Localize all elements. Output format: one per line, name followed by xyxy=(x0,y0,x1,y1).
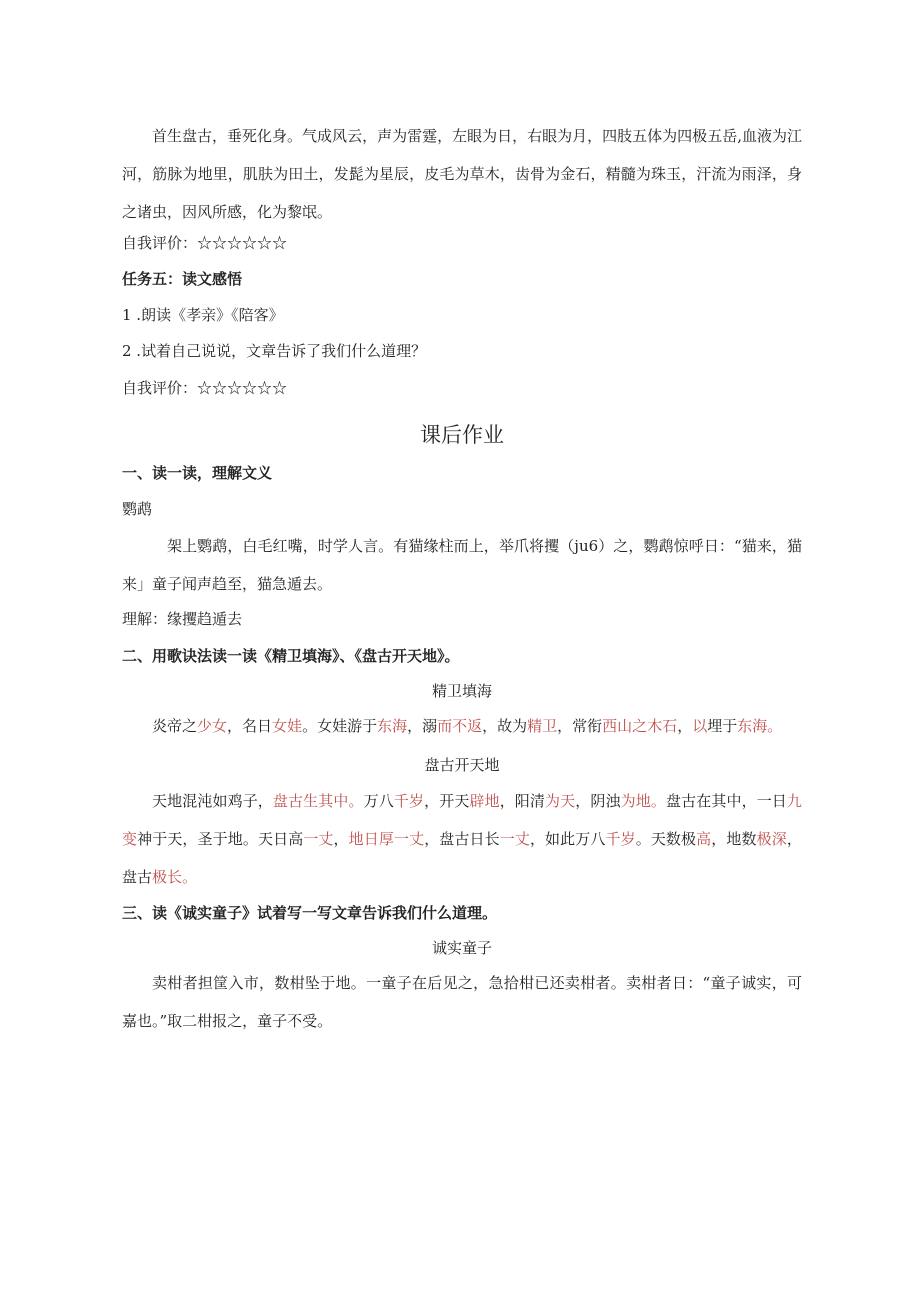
highlight-run: 精卫 xyxy=(527,717,558,735)
pangu-line-1: 首生盘古，垂死化身。气成风云，声为雷霆，左眼为日，右眼为月，四肢五体为四极五岳,血液为江 xyxy=(152,127,802,145)
text-run: ，常衔 xyxy=(557,717,603,735)
text-run: 炎帝之 xyxy=(152,717,198,735)
section3-heading: 三、读《诚实童子》试着写一写文章告诉我们什么道理。 xyxy=(122,904,498,922)
highlight-run: 一丈 xyxy=(303,830,334,848)
highlight-run: 为地。 xyxy=(620,792,666,810)
honest-boy-title: 诚实童子 xyxy=(431,939,492,957)
highlight-run: 东海。 xyxy=(737,717,783,735)
parrot-title: 鹦鹉 xyxy=(122,500,153,518)
task5-heading: 任务五：读文感悟 xyxy=(122,270,243,288)
text-run: ，溺 xyxy=(407,717,438,735)
highlight-run: 而不返 xyxy=(437,717,483,735)
section1-heading: 一、读一读，理解文义 xyxy=(122,464,273,482)
pangu-story-title: 盘古开天地 xyxy=(424,756,500,774)
text-run: ， xyxy=(333,830,349,848)
highlight-run: 极深 xyxy=(756,830,787,848)
pangu-paragraph xyxy=(122,117,802,231)
jingwei-paragraph xyxy=(122,707,802,745)
highlight-run: 高 xyxy=(696,830,712,848)
pangu-line-3: 诸虫，因风所感，化为黎氓。 xyxy=(137,203,333,221)
jingwei-title: 精卫填海 xyxy=(431,682,492,700)
honest-boy-line-1: 卖柑者担筐入市，数柑坠于地。一童子在后见之，急拾柑已还卖柑者。卖柑者日：“童子诚实，可嘉 xyxy=(122,974,802,1030)
highlight-run: 极长。 xyxy=(152,868,198,886)
parrot-line-2: 来」童子闻声趋至，猫急遁去。 xyxy=(122,575,333,593)
pangu-story-paragraph xyxy=(122,782,802,896)
highlight-run: 千岁 xyxy=(605,830,636,848)
honest-boy-paragraph xyxy=(122,964,802,1040)
text-run: 盘古在其中，一日 xyxy=(666,792,787,810)
text-run: 神于天，圣于地。天日高 xyxy=(137,830,304,848)
text-run: 万八 xyxy=(363,792,394,810)
task5-item-1: 1 .朗读《孝亲》《陪客》 xyxy=(122,306,284,324)
understanding-line: 理解：缘攫趋遁去 xyxy=(122,610,243,628)
highlight-run: 西山之木石 xyxy=(602,717,678,735)
highlight-run: 九变 xyxy=(122,792,802,848)
highlight-run: 地日厚一丈 xyxy=(348,830,425,848)
highlight-run: 盘古生其中。 xyxy=(272,792,364,810)
text-run: ， xyxy=(677,717,693,735)
text-run: 埋于 xyxy=(707,717,738,735)
text-run: ，地数 xyxy=(711,830,757,848)
text-run: ，阳清 xyxy=(499,792,546,810)
highlight-run: 少女 xyxy=(197,717,228,735)
parrot-paragraph xyxy=(122,527,802,603)
text-run: ，名日 xyxy=(227,717,273,735)
text-run: ，开天 xyxy=(424,792,470,810)
homework-title: 课后作业 xyxy=(420,423,504,447)
task5-item-2: 2 .试着自己说说，文章告诉了我们什么道理？ xyxy=(122,342,427,360)
self-evaluation-2: 自我评价：☆☆☆☆☆☆ xyxy=(122,379,288,397)
pangu-line-2: 河，筋脉为地里，肌肤为田土，发髭为星辰，皮毛为草木，齿骨为金石，精髓为珠玉，汗流为雨泽，身之 xyxy=(122,165,802,221)
text-run: ，故为 xyxy=(482,717,528,735)
text-run: ，盘古 xyxy=(122,830,802,886)
text-run: 天地混沌如鸡子， xyxy=(152,792,273,810)
parrot-line-1: 架上鹦鹉，白毛红嘴，时学人言。有猫缘柱而上，举爪将攫（ju6）之，鹦鹉惊呼日：“猫来，猫 xyxy=(167,537,802,555)
highlight-run: 女娃 xyxy=(272,717,303,735)
highlight-run: 为天 xyxy=(545,792,576,810)
highlight-run: 一丈 xyxy=(499,830,530,848)
highlight-run: 辟地 xyxy=(469,792,500,810)
highlight-run: 以 xyxy=(692,717,708,735)
highlight-run: 千岁 xyxy=(393,792,425,810)
text-run: ，如此万八 xyxy=(529,830,606,848)
self-evaluation-1: 自我评价：☆☆☆☆☆☆ xyxy=(122,234,288,252)
text-run: 。天数极 xyxy=(635,830,697,848)
section2-heading: 二、用歌诀法读一读《精卫填海》、《盘古开天地》。 xyxy=(122,647,460,665)
highlight-run: 东海 xyxy=(377,717,408,735)
text-run: 。女娃游于 xyxy=(302,717,378,735)
honest-boy-line-2: 也。”取二柑报之，童子不受。 xyxy=(137,1012,333,1030)
text-run: ，盘古日长 xyxy=(424,830,500,848)
text-run: ，阴浊 xyxy=(575,792,621,810)
